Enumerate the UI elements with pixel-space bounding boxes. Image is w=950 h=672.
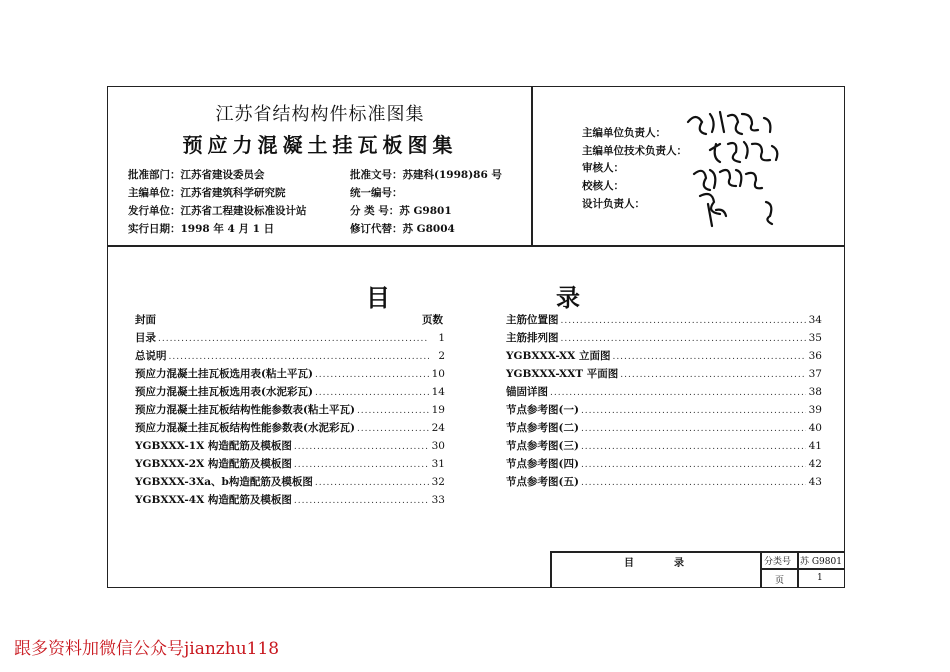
role-chief-unit-head: 主编单位负责人：	[582, 127, 666, 139]
dot-leader	[357, 424, 429, 434]
page-label: 页	[775, 576, 785, 586]
toc-entry-title: 节点参考图(五)	[506, 476, 579, 488]
toc-entry[interactable]	[135, 492, 445, 507]
toc-entry[interactable]	[506, 330, 822, 345]
toc-entry-page: 33	[431, 494, 445, 506]
dot-leader	[158, 334, 429, 344]
toc-entry-title: YGBXXX-1X 构造配筋及模板图	[135, 440, 292, 452]
toc-entry-title: 节点参考图(三)	[506, 440, 579, 452]
role-reviewer: 审核人：	[582, 162, 624, 174]
toc-entry-title: YGBXXX-XXT 平面图	[506, 368, 619, 380]
toc-entry-page: 37	[808, 368, 822, 380]
title-block-name-left: 目	[624, 558, 634, 569]
toc-entry-page: 41	[808, 440, 822, 452]
role-checker: 校核人：	[582, 180, 624, 192]
dot-leader	[612, 352, 806, 362]
toc-entry[interactable]	[135, 438, 445, 453]
classification-value: 苏 G9801	[800, 557, 842, 567]
publishing-unit: 发行单位：江苏省工程建设标准设计站	[128, 205, 307, 217]
dot-leader	[169, 352, 430, 362]
toc-entry-title: 主筋排列图	[506, 332, 559, 344]
dot-leader	[315, 478, 429, 488]
toc-entry-page: 34	[808, 314, 822, 326]
toc-entry[interactable]	[135, 402, 445, 417]
toc-entry[interactable]	[135, 474, 445, 489]
toc-entry-title: YGBXXX-4X 构造配筋及模板图	[135, 494, 292, 506]
toc-entry-title: YGBXXX-XX 立面图	[506, 350, 611, 362]
toc-entry-page: 42	[808, 458, 822, 470]
dot-leader	[315, 388, 429, 398]
toc-entry-page: 39	[808, 404, 822, 416]
toc-entry-title: 节点参考图(四)	[506, 458, 579, 470]
header-divider	[107, 245, 845, 247]
toc-entry-title: 节点参考图(二)	[506, 422, 579, 434]
toc-entry-page: 10	[431, 368, 445, 380]
toc-entry[interactable]	[506, 474, 822, 489]
toc-entry-title: 预应力混凝土挂瓦板结构性能参数表(粘土平瓦)	[135, 404, 355, 416]
toc-entry-title: 预应力混凝土挂瓦板结构性能参数表(水泥彩瓦)	[135, 422, 355, 434]
toc-entry-title: 预应力混凝土挂瓦板选用表(水泥彩瓦)	[135, 386, 313, 398]
dot-leader	[581, 424, 806, 434]
toc-entry[interactable]	[506, 366, 822, 381]
toc-entry-title: 预应力混凝土挂瓦板选用表(粘土平瓦)	[135, 368, 313, 380]
toc-entry-title: 节点参考图(一)	[506, 404, 579, 416]
handwritten-signatures	[680, 100, 800, 230]
title-block-left-line	[550, 551, 552, 588]
toc-entry-page: 38	[808, 386, 822, 398]
title-block-divider-2	[797, 551, 799, 588]
chief-editor-unit: 主编单位：江苏省建筑科学研究院	[128, 187, 286, 199]
toc-entry-page: 1	[438, 332, 445, 344]
toc-entry-title: YGBXXX-2X 构造配筋及模板图	[135, 458, 292, 470]
toc-entry[interactable]	[135, 420, 445, 435]
toc-entry[interactable]	[506, 402, 822, 417]
unified-number: 统一编号：	[350, 187, 403, 199]
dot-leader	[581, 460, 806, 470]
toc-entry-page: 2	[438, 350, 445, 362]
classification-number: 分 类 号：苏 G9801	[350, 205, 452, 217]
toc-entry-title: 主筋位置图	[506, 314, 559, 326]
approval-number: 批准文号：苏建科(1998)86 号	[350, 169, 502, 181]
dot-leader	[315, 370, 429, 380]
classification-label: 分类号	[764, 557, 792, 567]
header-vertical-divider	[531, 86, 533, 246]
revision-replaces: 修订代替：苏 G8004	[350, 223, 455, 235]
toc-entry[interactable]	[135, 456, 445, 471]
toc-entry-title: 目录	[135, 332, 156, 344]
toc-entry-page: 32	[431, 476, 445, 488]
dot-leader	[550, 388, 806, 398]
toc-entry-page: 35	[808, 332, 822, 344]
toc-entry[interactable]	[135, 384, 445, 399]
dot-leader	[561, 334, 807, 344]
title-block-top-line	[550, 551, 845, 553]
dot-leader	[294, 496, 429, 506]
footer-promo-text: 跟多资料加微信公众号jianzhu118	[14, 639, 280, 659]
toc-entry-page: 40	[808, 422, 822, 434]
role-technical-head: 主编单位技术负责人：	[582, 145, 687, 157]
title-block-name-right: 录	[674, 558, 684, 569]
toc-entry-page: 24	[431, 422, 445, 434]
toc-cover-label: 封面	[135, 314, 156, 326]
dot-leader	[581, 442, 806, 452]
toc-heading-left: 目	[366, 283, 390, 312]
toc-entry[interactable]	[135, 366, 445, 381]
toc-entry-page: 30	[431, 440, 445, 452]
title-block-divider-1	[760, 551, 762, 588]
dot-leader	[294, 460, 429, 470]
toc-entry[interactable]	[506, 312, 822, 327]
toc-entry-title: 锚固详图	[506, 386, 548, 398]
toc-page-count-label: 页数	[422, 314, 443, 326]
dot-leader	[620, 370, 806, 380]
toc-entry[interactable]	[506, 456, 822, 471]
toc-entry-title: 总说明	[135, 350, 167, 362]
role-design-head: 设计负责人：	[582, 198, 645, 210]
approval-department: 批准部门：江苏省建设委员会	[128, 169, 265, 181]
toc-entry-title: YGBXXX-3Xa、b构造配筋及模板图	[135, 476, 313, 488]
toc-entry[interactable]	[135, 348, 445, 363]
dot-leader	[581, 478, 806, 488]
toc-entry[interactable]	[506, 420, 822, 435]
toc-entry-page: 43	[808, 476, 822, 488]
dot-leader	[581, 406, 806, 416]
toc-entry-page: 31	[431, 458, 445, 470]
dot-leader	[561, 316, 807, 326]
effective-date: 实行日期：1998 年 4 月 1 日	[128, 223, 275, 235]
page-value: 1	[817, 573, 823, 583]
toc-entry-page: 36	[808, 350, 822, 362]
toc-entry-page: 14	[431, 386, 445, 398]
dot-leader	[294, 442, 429, 452]
dot-leader	[357, 406, 429, 416]
series-title: 江苏省结构构件标准图集	[215, 104, 425, 125]
title-block-mid-line	[760, 568, 845, 570]
toc-entry-page: 19	[431, 404, 445, 416]
toc-entry[interactable]	[506, 348, 822, 363]
toc-entry[interactable]	[135, 330, 445, 345]
toc-heading-right: 录	[556, 283, 580, 312]
toc-entry[interactable]	[506, 384, 822, 399]
main-title: 预应力混凝土挂瓦板图集	[182, 133, 458, 157]
toc-entry[interactable]	[506, 438, 822, 453]
